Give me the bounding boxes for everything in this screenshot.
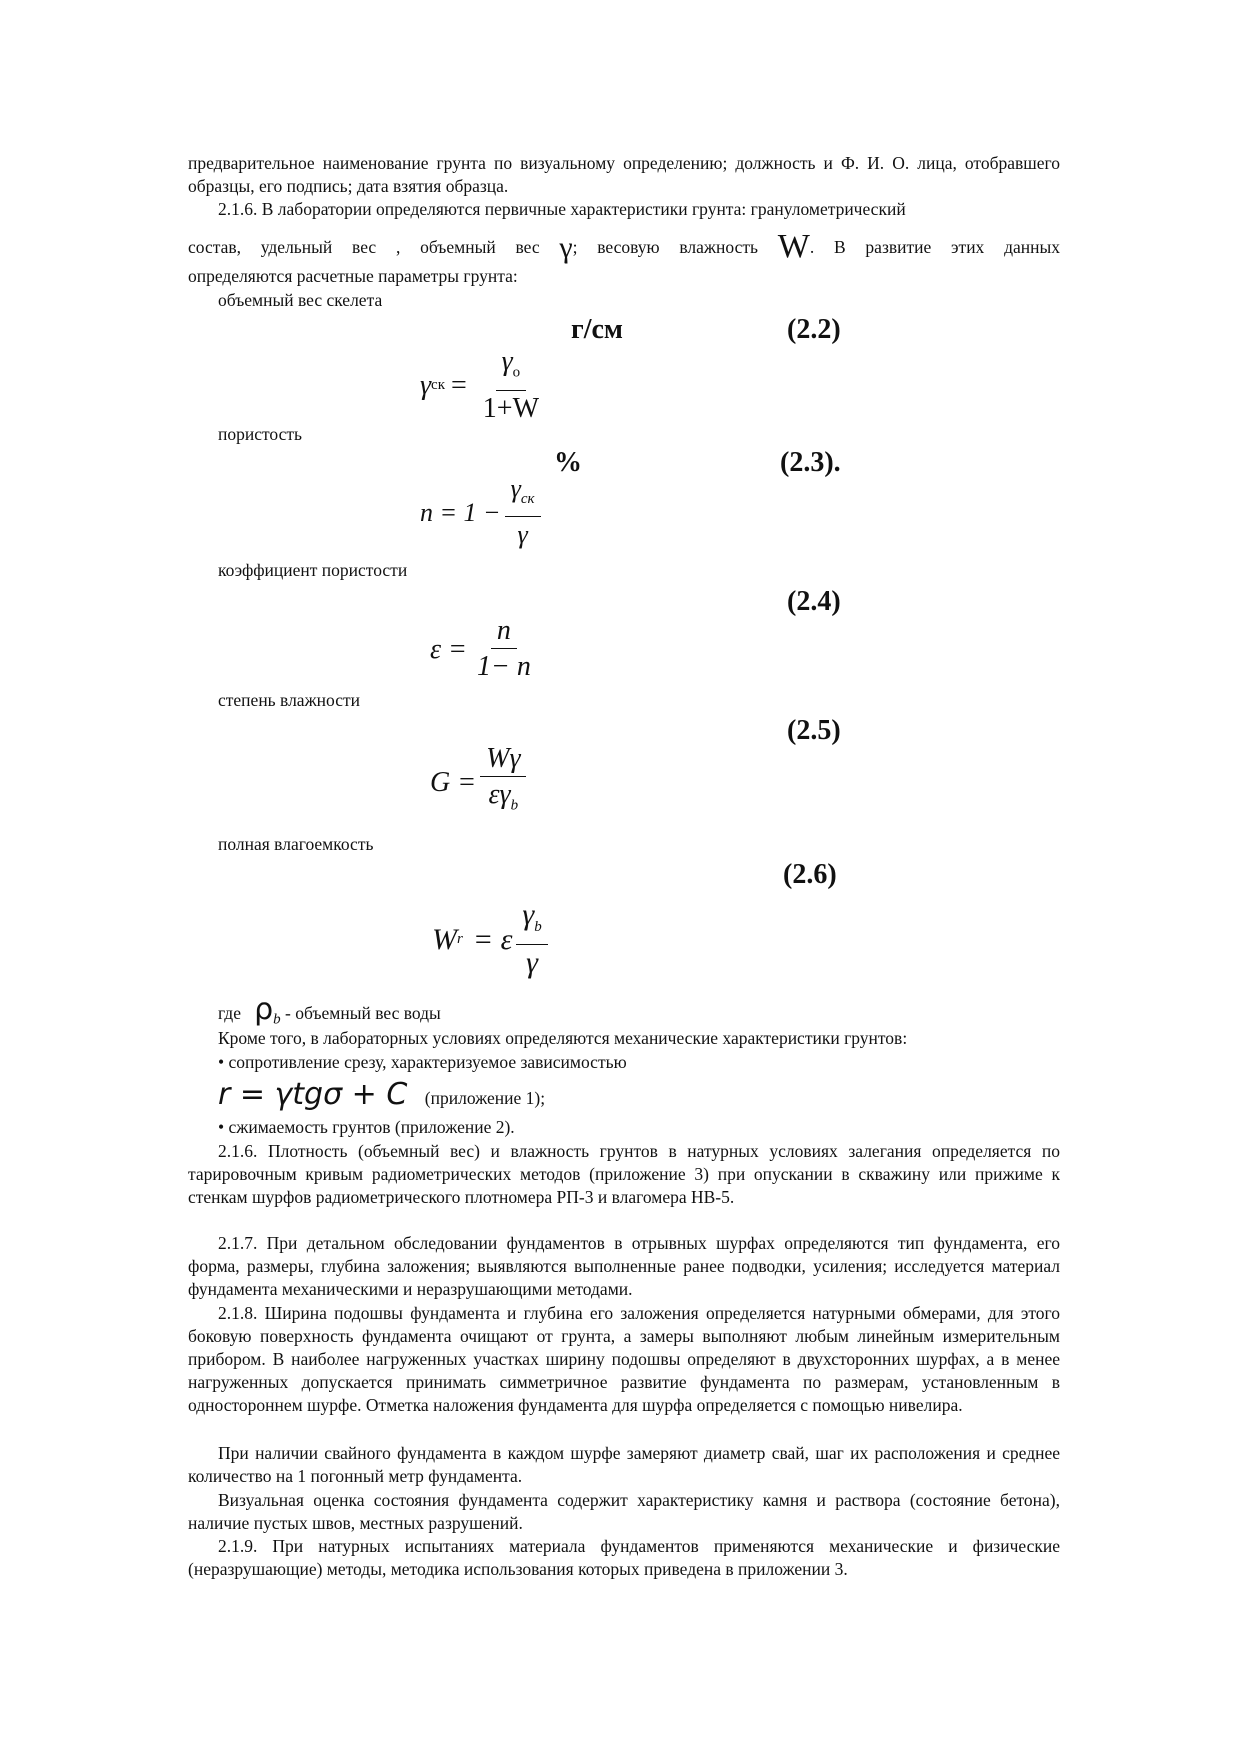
den: γ	[526, 946, 538, 979]
paragraph: Визуальная оценка состояния фундамента содержит характеристику камня и раствора (состояние бетона), наличие пустых швов, местных разрушений.	[188, 1490, 1060, 1533]
formula-number: (2.6)	[783, 859, 837, 890]
paragraph-2-1-6-line2	[188, 228, 1060, 265]
formula-label: пористость	[218, 424, 302, 444]
paragraph-2-1-6-line3: определяются расчетные параметры грунта:	[188, 266, 518, 286]
formula-number: (2.2)	[787, 314, 841, 345]
formula-unit: г/см	[571, 314, 623, 345]
num-sub: о	[512, 364, 521, 381]
paragraph: 2.1.9. При натурных испытаниях материала фундаментов применяются механические и физические (неразрушающие) методы, методика использования которых приведена в приложении 3.	[188, 1536, 1060, 1579]
bullet-compressibility: • сжимаемость грунтов (приложение 2).	[218, 1117, 515, 1137]
den: εγ	[488, 779, 511, 810]
num: n	[491, 614, 517, 649]
gamma-symbol: γ	[559, 231, 573, 264]
formula-2-2: γ ск = $\frac{\gamma_о}{1+W}$	[420, 345, 549, 427]
text: состав, удельный вес , объемный вес	[188, 237, 560, 257]
lhs-sub: r	[457, 931, 463, 947]
num: Wγ	[480, 742, 526, 777]
den: 1− n	[476, 651, 531, 682]
lhs-sub: ск	[431, 377, 445, 394]
besides-line: Кроме того, в лабораторных условиях определяются механические характеристики грунтов:	[218, 1028, 908, 1048]
formula-number: (2.5)	[787, 715, 841, 746]
intro-paragraph: предварительное наименование грунта по визуальному определению; должность и Ф. И. О. лица, отобравшего образцы, его подпись; дата взятия образца.	[188, 153, 1060, 196]
formula-2-4	[430, 614, 541, 685]
formula-unit: %	[554, 447, 582, 478]
shear-formula: r = γtgσ + C	[218, 1077, 408, 1112]
text: (приложение 1);	[424, 1088, 546, 1108]
lhs: ε =	[430, 633, 467, 665]
w-symbol: W	[777, 228, 810, 265]
formula-label: степень влажности	[218, 690, 360, 710]
formula-label: объемный вес скелета	[218, 290, 383, 310]
den-sub: b	[510, 797, 519, 814]
formula-2-3	[420, 472, 545, 553]
lhs: W	[432, 922, 457, 956]
num: γ	[501, 346, 513, 377]
text: . В развитие этих данных	[809, 237, 1060, 257]
formula-2-6	[432, 898, 552, 981]
paragraph: 2.1.8. Ширина подошвы фундамента и глубина его заложения определяется натурными обмерами, для этого боковую поверхность фундамента очищают от грунта, а замеры выполняют любым линейным измерительным прибором. В наиболее нагруженных участках ширину подошвы определяют в двухсторонних шурфах, а в менее нагруженных допускается принимать симметричное развитие фундамента по размерам, установленным в одностороннем шурфе. Отметка наложения фундамента для шурфа определяется с помощью нивелира.	[188, 1303, 1060, 1415]
shear-formula-line	[218, 1078, 545, 1115]
bullet-shear: • сопротивление срезу, характеризуемое зависимостью	[218, 1052, 627, 1072]
paragraph: При наличии свайного фундамента в каждом шурфе замеряют диаметр свай, шаг их расположения и среднее количество на 1 погонный метр фундамента.	[188, 1443, 1060, 1486]
num: γ	[522, 898, 535, 931]
formula-number: (2.3).	[780, 447, 841, 478]
text: - объемный вес воды	[280, 1003, 441, 1023]
paragraph: 2.1.6. Плотность (объемный вес) и влажность грунтов в натурных условиях залегания определяется по тарировочным кривым радиометрических методов (приложение 3) при опускании в скважину или прижиме к стенкам шурфов радиометрического плотномера РП-3 и влагомера НВ-5.	[188, 1141, 1060, 1207]
formula-label: коэффициент пористости	[218, 560, 408, 580]
formula-label: полная влагоемкость	[218, 834, 374, 854]
text: ; весовую влажность	[572, 237, 778, 257]
num-sub: b	[534, 919, 542, 935]
num: γ	[510, 474, 521, 503]
formula-number: (2.4)	[787, 586, 841, 617]
rho-symbol: ρ	[254, 992, 274, 1027]
text: где	[218, 1003, 241, 1023]
paragraph: 2.1.7. При детальном обследовании фундаментов в отрывных шурфах определяются тип фундамента, его форма, размеры, глубина заложения; выявляются выполненные ранее подводки, усиления; исследуется материал фундамента механическими и неразрушающими методами.	[188, 1233, 1060, 1299]
formula-2-5	[430, 742, 530, 824]
paragraph-2-1-6-line1: 2.1.6. В лаборатории определяются первичные характеристики грунта: гранулометрический	[218, 199, 906, 219]
lhs: γ	[420, 369, 432, 401]
lhs: n = 1 −	[420, 497, 501, 527]
den: γ	[517, 520, 528, 550]
lhs2: = ε	[472, 922, 513, 956]
rho-sub: b	[273, 1011, 281, 1028]
den: 1+W	[482, 392, 540, 424]
num-sub: ск	[520, 491, 535, 508]
lhs: G =	[430, 766, 477, 798]
